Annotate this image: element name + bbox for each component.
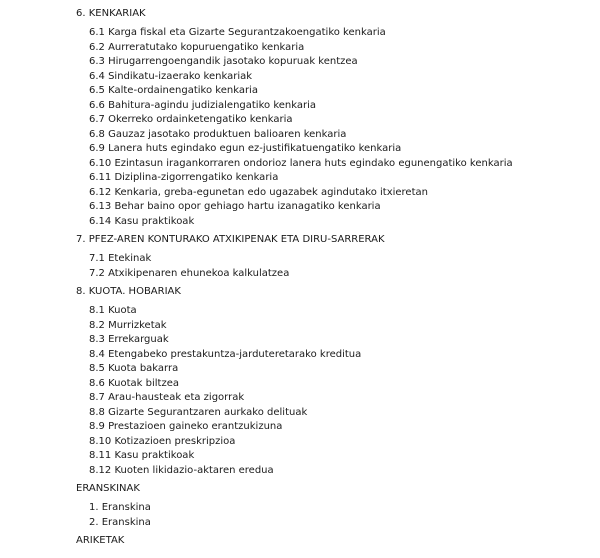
- toc-item[interactable]: 6.6 Bahitura-agindu judizialengatiko kenkaria: [89, 99, 317, 111]
- toc-section-eranskinak: [0, 482, 600, 530]
- toc-item[interactable]: 8.12 Kuoten likidazio-aktaren eredua: [89, 464, 274, 476]
- toc-item[interactable]: 6.11 Diziplina-zigorrengatiko kenkaria: [89, 172, 279, 183]
- toc-item[interactable]: 6.5 Kalte-ordainengatiko kenkaria: [89, 85, 258, 96]
- toc-item[interactable]: 2. Eranskina: [89, 516, 151, 528]
- toc-item[interactable]: 7.1 Etekinak: [89, 253, 152, 264]
- toc-item[interactable]: 8.10 Kotizazioen preskripzioa: [89, 435, 236, 447]
- toc-section-kuota: [0, 285, 600, 478]
- toc-item[interactable]: 8.7 Arau-hausteak eta zigorrak: [89, 392, 245, 403]
- toc-item[interactable]: 6.2 Aurreratutako kopuruengatiko kenkaria: [89, 41, 305, 53]
- section-title[interactable]: 8. KUOTA. HOBARIAK: [76, 286, 181, 297]
- toc-item[interactable]: 8.8 Gizarte Segurantzaren aurkako delituak: [89, 406, 308, 418]
- toc-item[interactable]: 6.7 Okerreko ordainketengatiko kenkaria: [89, 114, 293, 125]
- toc-item[interactable]: 6.4 Sindikatu-izaerako kenkariak: [89, 70, 253, 82]
- toc-item[interactable]: 6.10 Ezintasun iragankorraren ondorioz lanera huts egindako egunengatiko kenkaria: [89, 157, 513, 169]
- section-items: [0, 304, 600, 478]
- section-title[interactable]: 7. PFEZ-AREN KONTURAKO ATXIKIPENAK ETA DIRU-SARRERAK: [76, 234, 385, 245]
- toc-item[interactable]: 8.9 Prestazioen gaineko erantzukizuna: [89, 421, 283, 432]
- toc-section-atxikipenak: [0, 233, 600, 281]
- toc-item[interactable]: 6.9 Lanera huts egindako egun ez-justifikatuengatiko kenkaria: [89, 143, 402, 154]
- toc-item[interactable]: 1. Eranskina: [89, 502, 151, 513]
- toc-item[interactable]: 8.6 Kuotak biltzea: [89, 377, 179, 389]
- toc-item[interactable]: 6.1 Karga fiskal eta Gizarte Segurantzakoengatiko kenkaria: [89, 27, 386, 38]
- toc-item[interactable]: 6.3 Hirugarrengoengandik jasotako kopuruak kentzea: [89, 56, 358, 67]
- toc-item[interactable]: 8.11 Kasu praktikoak: [89, 450, 195, 461]
- section-items: [0, 501, 600, 530]
- toc-item[interactable]: 6.13 Behar baino opor gehiago hartu izanagatiko kenkaria: [89, 201, 381, 212]
- toc-item[interactable]: 8.1 Kuota: [89, 305, 137, 316]
- toc-item[interactable]: 6.14 Kasu praktikoak: [89, 215, 195, 227]
- toc-section-kenkariak: [0, 7, 600, 229]
- section-title[interactable]: ERANSKINAK: [76, 483, 140, 494]
- toc-item[interactable]: 7.2 Atxikipenaren ehunekoa kalkulatzea: [89, 267, 290, 279]
- section-title[interactable]: ARIKETAK: [76, 535, 125, 546]
- toc-item[interactable]: 8.3 Errekarguak: [89, 334, 169, 345]
- toc-item[interactable]: 8.4 Etengabeko prestakuntza-jarduteretarako kreditua: [89, 348, 362, 360]
- section-items: [0, 26, 600, 229]
- toc-item[interactable]: 8.2 Murrizketak: [89, 319, 167, 331]
- toc-item[interactable]: 6.12 Kenkaria, greba-egunetan edo ugazabek agindutako itxieretan: [89, 186, 428, 198]
- toc-item[interactable]: 8.5 Kuota bakarra: [89, 363, 179, 374]
- toc-item[interactable]: 6.8 Gauzaz jasotako produktuen balioaren kenkaria: [89, 128, 347, 140]
- section-items: [0, 252, 600, 281]
- toc-section-ariketak: [0, 534, 600, 548]
- table-of-contents: [0, 7, 600, 548]
- section-title[interactable]: 6. KENKARIAK: [76, 8, 146, 19]
